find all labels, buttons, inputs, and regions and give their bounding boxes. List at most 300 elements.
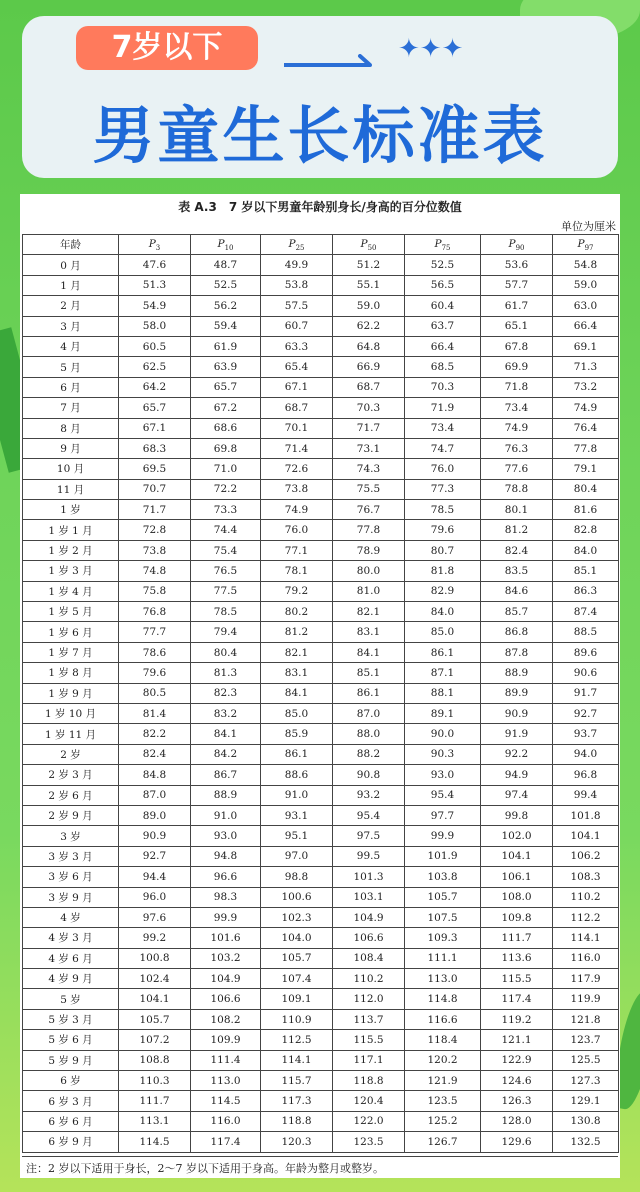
value-cell: 122.9 xyxy=(481,1050,553,1070)
value-cell: 104.9 xyxy=(191,969,261,989)
value-cell: 81.2 xyxy=(481,520,553,540)
age-cell: 0 月 xyxy=(23,255,119,275)
value-cell: 72.6 xyxy=(261,459,333,479)
age-cell: 10 月 xyxy=(23,459,119,479)
value-cell: 103.1 xyxy=(333,887,405,907)
value-cell: 71.4 xyxy=(261,438,333,458)
value-cell: 101.6 xyxy=(191,928,261,948)
value-cell: 105.7 xyxy=(119,1009,191,1029)
value-cell: 114.1 xyxy=(553,928,619,948)
value-cell: 71.8 xyxy=(481,377,553,397)
value-cell: 92.2 xyxy=(481,744,553,764)
table-row xyxy=(23,969,619,989)
value-cell: 117.1 xyxy=(333,1050,405,1070)
value-cell: 96.8 xyxy=(553,765,619,785)
value-cell: 55.1 xyxy=(333,275,405,295)
age-cell: 6 岁 9 月 xyxy=(23,1132,119,1152)
value-cell: 129.6 xyxy=(481,1132,553,1152)
value-cell: 92.7 xyxy=(553,703,619,723)
page-title: 男童生长标准表 xyxy=(92,99,548,172)
value-cell: 115.5 xyxy=(481,969,553,989)
value-cell: 70.3 xyxy=(405,377,481,397)
value-cell: 121.9 xyxy=(405,1071,481,1091)
value-cell: 71.0 xyxy=(191,459,261,479)
value-cell: 77.6 xyxy=(481,459,553,479)
age-cell: 6 岁 3 月 xyxy=(23,1091,119,1111)
age-cell: 3 岁 6 月 xyxy=(23,867,119,887)
value-cell: 74.9 xyxy=(481,418,553,438)
table-row xyxy=(23,642,619,662)
value-cell: 84.0 xyxy=(553,540,619,560)
value-cell: 117.9 xyxy=(553,969,619,989)
value-cell: 104.1 xyxy=(553,826,619,846)
value-cell: 86.1 xyxy=(261,744,333,764)
value-cell: 79.6 xyxy=(119,663,191,683)
age-cell: 1 月 xyxy=(23,275,119,295)
sparkle-icon: ✦✦✦ xyxy=(398,34,464,64)
value-cell: 84.6 xyxy=(481,581,553,601)
value-cell: 73.4 xyxy=(481,398,553,418)
value-cell: 74.8 xyxy=(119,561,191,581)
value-cell: 82.2 xyxy=(119,724,191,744)
age-cell: 1 岁 xyxy=(23,500,119,520)
value-cell: 75.8 xyxy=(119,581,191,601)
value-cell: 51.2 xyxy=(333,255,405,275)
age-cell: 5 岁 xyxy=(23,989,119,1009)
value-cell: 85.0 xyxy=(405,622,481,642)
table-row xyxy=(23,724,619,744)
value-cell: 94.4 xyxy=(119,867,191,887)
column-header-percentile: $P_{50}$ xyxy=(333,235,405,255)
table-row xyxy=(23,438,619,458)
age-cell: 5 岁 9 月 xyxy=(23,1050,119,1070)
value-cell: 77.1 xyxy=(261,540,333,560)
value-cell: 79.4 xyxy=(191,622,261,642)
table-row xyxy=(23,826,619,846)
value-cell: 54.9 xyxy=(119,296,191,316)
value-cell: 84.1 xyxy=(191,724,261,744)
value-cell: 107.2 xyxy=(119,1030,191,1050)
value-cell: 69.8 xyxy=(191,438,261,458)
table-row xyxy=(23,316,619,336)
value-cell: 104.1 xyxy=(481,846,553,866)
value-cell: 67.1 xyxy=(119,418,191,438)
age-cell: 2 岁 6 月 xyxy=(23,785,119,805)
value-cell: 101.3 xyxy=(333,867,405,887)
age-cell: 6 岁 xyxy=(23,1071,119,1091)
value-cell: 99.2 xyxy=(119,928,191,948)
table-row xyxy=(23,1050,619,1070)
value-cell: 59.4 xyxy=(191,316,261,336)
value-cell: 76.0 xyxy=(261,520,333,540)
value-cell: 92.7 xyxy=(119,846,191,866)
value-cell: 99.9 xyxy=(191,907,261,927)
value-cell: 95.4 xyxy=(405,785,481,805)
age-cell: 2 岁 xyxy=(23,744,119,764)
table-row xyxy=(23,602,619,622)
value-cell: 118.8 xyxy=(333,1071,405,1091)
value-cell: 106.2 xyxy=(553,846,619,866)
value-cell: 113.6 xyxy=(481,948,553,968)
value-cell: 113.0 xyxy=(191,1071,261,1091)
table-row xyxy=(23,663,619,683)
value-cell: 101.8 xyxy=(553,805,619,825)
value-cell: 120.4 xyxy=(333,1091,405,1111)
value-cell: 77.3 xyxy=(405,479,481,499)
table-row xyxy=(23,377,619,397)
value-cell: 60.5 xyxy=(119,336,191,356)
value-cell: 65.4 xyxy=(261,357,333,377)
value-cell: 97.4 xyxy=(481,785,553,805)
age-cell: 1 岁 4 月 xyxy=(23,581,119,601)
value-cell: 112.5 xyxy=(261,1030,333,1050)
value-cell: 95.1 xyxy=(261,826,333,846)
value-cell: 83.1 xyxy=(333,622,405,642)
value-cell: 111.1 xyxy=(405,948,481,968)
value-cell: 82.4 xyxy=(119,744,191,764)
age-cell: 1 岁 9 月 xyxy=(23,683,119,703)
value-cell: 115.7 xyxy=(261,1071,333,1091)
table-row xyxy=(23,296,619,316)
value-cell: 64.2 xyxy=(119,377,191,397)
value-cell: 86.7 xyxy=(191,765,261,785)
value-cell: 81.8 xyxy=(405,561,481,581)
column-header-percentile: $P_{75}$ xyxy=(405,235,481,255)
table-row xyxy=(23,703,619,723)
header-card xyxy=(22,16,618,178)
value-cell: 80.7 xyxy=(405,540,481,560)
value-cell: 65.1 xyxy=(481,316,553,336)
value-cell: 110.2 xyxy=(553,887,619,907)
age-cell: 3 岁 xyxy=(23,826,119,846)
value-cell: 113.7 xyxy=(333,1009,405,1029)
value-cell: 78.1 xyxy=(261,561,333,581)
value-cell: 86.1 xyxy=(405,642,481,662)
value-cell: 68.5 xyxy=(405,357,481,377)
value-cell: 125.5 xyxy=(553,1050,619,1070)
value-cell: 83.1 xyxy=(261,663,333,683)
value-cell: 82.4 xyxy=(481,540,553,560)
value-cell: 106.1 xyxy=(481,867,553,887)
value-cell: 90.9 xyxy=(119,826,191,846)
value-cell: 61.9 xyxy=(191,336,261,356)
value-cell: 97.0 xyxy=(261,846,333,866)
value-cell: 106.6 xyxy=(333,928,405,948)
value-cell: 77.8 xyxy=(553,438,619,458)
age-cell: 8 月 xyxy=(23,418,119,438)
value-cell: 85.7 xyxy=(481,602,553,622)
table-row xyxy=(23,398,619,418)
table-note: 注：2 岁以下适用于身长，2～7 岁以下适用于身高。年龄为整月或整岁。 xyxy=(26,1162,384,1175)
value-cell: 74.3 xyxy=(333,459,405,479)
value-cell: 65.7 xyxy=(119,398,191,418)
value-cell: 80.1 xyxy=(481,500,553,520)
value-cell: 73.4 xyxy=(405,418,481,438)
value-cell: 97.6 xyxy=(119,907,191,927)
value-cell: 128.0 xyxy=(481,1111,553,1131)
age-cell: 6 月 xyxy=(23,377,119,397)
value-cell: 60.7 xyxy=(261,316,333,336)
value-cell: 69.1 xyxy=(553,336,619,356)
value-cell: 80.0 xyxy=(333,561,405,581)
value-cell: 117.4 xyxy=(191,1132,261,1152)
value-cell: 86.8 xyxy=(481,622,553,642)
value-cell: 89.6 xyxy=(553,642,619,662)
value-cell: 104.9 xyxy=(333,907,405,927)
value-cell: 104.0 xyxy=(261,928,333,948)
value-cell: 75.4 xyxy=(191,540,261,560)
age-cell: 4 岁 3 月 xyxy=(23,928,119,948)
value-cell: 51.3 xyxy=(119,275,191,295)
table-row xyxy=(23,418,619,438)
value-cell: 106.6 xyxy=(191,989,261,1009)
value-cell: 48.7 xyxy=(191,255,261,275)
value-cell: 62.2 xyxy=(333,316,405,336)
value-cell: 71.7 xyxy=(119,500,191,520)
value-cell: 78.8 xyxy=(481,479,553,499)
value-cell: 68.7 xyxy=(333,377,405,397)
value-cell: 71.9 xyxy=(405,398,481,418)
value-cell: 94.8 xyxy=(191,846,261,866)
value-cell: 67.1 xyxy=(261,377,333,397)
value-cell: 64.8 xyxy=(333,336,405,356)
value-cell: 84.1 xyxy=(261,683,333,703)
value-cell: 76.4 xyxy=(553,418,619,438)
table-row xyxy=(23,1111,619,1131)
age-cell: 6 岁 6 月 xyxy=(23,1111,119,1131)
value-cell: 108.2 xyxy=(191,1009,261,1029)
column-header-age: 年龄 xyxy=(23,235,119,255)
column-header-percentile: $P_{10}$ xyxy=(191,235,261,255)
age-cell: 1 岁 5 月 xyxy=(23,602,119,622)
value-cell: 93.7 xyxy=(553,724,619,744)
value-cell: 88.9 xyxy=(191,785,261,805)
value-cell: 76.7 xyxy=(333,500,405,520)
value-cell: 89.0 xyxy=(119,805,191,825)
value-cell: 70.3 xyxy=(333,398,405,418)
value-cell: 68.7 xyxy=(261,398,333,418)
age-cell: 4 月 xyxy=(23,336,119,356)
value-cell: 80.4 xyxy=(553,479,619,499)
value-cell: 112.2 xyxy=(553,907,619,927)
value-cell: 82.1 xyxy=(261,642,333,662)
value-cell: 102.3 xyxy=(261,907,333,927)
age-tag: 7岁以下 xyxy=(76,26,258,70)
value-cell: 100.8 xyxy=(119,948,191,968)
age-cell: 1 岁 8 月 xyxy=(23,663,119,683)
value-cell: 119.9 xyxy=(553,989,619,1009)
value-cell: 78.9 xyxy=(333,540,405,560)
value-cell: 101.9 xyxy=(405,846,481,866)
value-cell: 110.2 xyxy=(333,969,405,989)
value-cell: 62.5 xyxy=(119,357,191,377)
table-row xyxy=(23,1132,619,1152)
value-cell: 126.3 xyxy=(481,1091,553,1111)
value-cell: 74.9 xyxy=(553,398,619,418)
value-cell: 81.2 xyxy=(261,622,333,642)
value-cell: 73.3 xyxy=(191,500,261,520)
value-cell: 112.0 xyxy=(333,989,405,1009)
value-cell: 91.9 xyxy=(481,724,553,744)
value-cell: 78.5 xyxy=(405,500,481,520)
value-cell: 118.8 xyxy=(261,1111,333,1131)
value-cell: 109.3 xyxy=(405,928,481,948)
value-cell: 96.6 xyxy=(191,867,261,887)
value-cell: 49.9 xyxy=(261,255,333,275)
value-cell: 53.8 xyxy=(261,275,333,295)
value-cell: 99.9 xyxy=(405,826,481,846)
value-cell: 67.2 xyxy=(191,398,261,418)
column-header-percentile: $P_{25}$ xyxy=(261,235,333,255)
column-header-percentile: $P_{90}$ xyxy=(481,235,553,255)
value-cell: 61.7 xyxy=(481,296,553,316)
age-cell: 5 月 xyxy=(23,357,119,377)
value-cell: 97.7 xyxy=(405,805,481,825)
table-row xyxy=(23,622,619,642)
age-cell: 1 岁 2 月 xyxy=(23,540,119,560)
value-cell: 110.9 xyxy=(261,1009,333,1029)
age-cell: 3 岁 3 月 xyxy=(23,846,119,866)
value-cell: 73.1 xyxy=(333,438,405,458)
table-row xyxy=(23,336,619,356)
value-cell: 132.5 xyxy=(553,1132,619,1152)
value-cell: 103.8 xyxy=(405,867,481,887)
age-cell: 1 岁 11 月 xyxy=(23,724,119,744)
value-cell: 86.3 xyxy=(553,581,619,601)
value-cell: 127.3 xyxy=(553,1071,619,1091)
value-cell: 102.0 xyxy=(481,826,553,846)
value-cell: 58.0 xyxy=(119,316,191,336)
value-cell: 91.0 xyxy=(261,785,333,805)
value-cell: 86.1 xyxy=(333,683,405,703)
age-cell: 2 岁 9 月 xyxy=(23,805,119,825)
value-cell: 117.4 xyxy=(481,989,553,1009)
age-cell: 11 月 xyxy=(23,479,119,499)
value-cell: 90.8 xyxy=(333,765,405,785)
value-cell: 93.0 xyxy=(191,826,261,846)
value-cell: 72.8 xyxy=(119,520,191,540)
value-cell: 123.5 xyxy=(333,1132,405,1152)
value-cell: 90.9 xyxy=(481,703,553,723)
value-cell: 88.1 xyxy=(405,683,481,703)
value-cell: 90.6 xyxy=(553,663,619,683)
value-cell: 114.1 xyxy=(261,1050,333,1070)
age-cell: 3 岁 9 月 xyxy=(23,887,119,907)
value-cell: 77.8 xyxy=(333,520,405,540)
value-cell: 125.2 xyxy=(405,1111,481,1131)
age-cell: 1 岁 3 月 xyxy=(23,561,119,581)
value-cell: 123.5 xyxy=(405,1091,481,1111)
age-cell: 4 岁 6 月 xyxy=(23,948,119,968)
value-cell: 91.7 xyxy=(553,683,619,703)
value-cell: 108.8 xyxy=(119,1050,191,1070)
value-cell: 109.9 xyxy=(191,1030,261,1050)
value-cell: 121.1 xyxy=(481,1030,553,1050)
value-cell: 95.4 xyxy=(333,805,405,825)
value-cell: 119.2 xyxy=(481,1009,553,1029)
age-cell: 4 岁 xyxy=(23,907,119,927)
value-cell: 56.2 xyxy=(191,296,261,316)
value-cell: 73.8 xyxy=(261,479,333,499)
age-cell: 1 岁 1 月 xyxy=(23,520,119,540)
value-cell: 79.1 xyxy=(553,459,619,479)
value-cell: 115.5 xyxy=(333,1030,405,1050)
value-cell: 93.1 xyxy=(261,805,333,825)
value-cell: 78.6 xyxy=(119,642,191,662)
value-cell: 85.0 xyxy=(261,703,333,723)
value-cell: 87.8 xyxy=(481,642,553,662)
value-cell: 84.8 xyxy=(119,765,191,785)
value-cell: 114.8 xyxy=(405,989,481,1009)
value-cell: 93.0 xyxy=(405,765,481,785)
value-cell: 100.6 xyxy=(261,887,333,907)
table-row xyxy=(23,275,619,295)
table-unit: 单位为厘米 xyxy=(561,220,616,233)
value-cell: 111.7 xyxy=(119,1091,191,1111)
value-cell: 90.0 xyxy=(405,724,481,744)
value-cell: 79.2 xyxy=(261,581,333,601)
value-cell: 72.2 xyxy=(191,479,261,499)
value-cell: 71.7 xyxy=(333,418,405,438)
table-row xyxy=(23,785,619,805)
value-cell: 83.5 xyxy=(481,561,553,581)
value-cell: 79.6 xyxy=(405,520,481,540)
column-header-percentile: $P_{97}$ xyxy=(553,235,619,255)
value-cell: 67.8 xyxy=(481,336,553,356)
value-cell: 83.2 xyxy=(191,703,261,723)
table-row xyxy=(23,479,619,499)
value-cell: 89.9 xyxy=(481,683,553,703)
age-cell: 4 岁 9 月 xyxy=(23,969,119,989)
value-cell: 99.8 xyxy=(481,805,553,825)
value-cell: 82.8 xyxy=(553,520,619,540)
table-body xyxy=(23,255,619,1152)
value-cell: 70.7 xyxy=(119,479,191,499)
value-cell: 71.3 xyxy=(553,357,619,377)
value-cell: 109.1 xyxy=(261,989,333,1009)
value-cell: 88.6 xyxy=(261,765,333,785)
value-cell: 90.3 xyxy=(405,744,481,764)
value-cell: 87.1 xyxy=(405,663,481,683)
value-cell: 108.4 xyxy=(333,948,405,968)
age-cell: 2 岁 3 月 xyxy=(23,765,119,785)
value-cell: 104.1 xyxy=(119,989,191,1009)
table-row xyxy=(23,500,619,520)
value-cell: 114.5 xyxy=(119,1132,191,1152)
growth-table xyxy=(22,234,619,1153)
value-cell: 107.4 xyxy=(261,969,333,989)
table-header-row xyxy=(23,235,619,255)
value-cell: 98.8 xyxy=(261,867,333,887)
value-cell: 82.3 xyxy=(191,683,261,703)
value-cell: 81.0 xyxy=(333,581,405,601)
value-cell: 88.9 xyxy=(481,663,553,683)
value-cell: 82.9 xyxy=(405,581,481,601)
value-cell: 60.4 xyxy=(405,296,481,316)
value-cell: 105.7 xyxy=(261,948,333,968)
value-cell: 78.5 xyxy=(191,602,261,622)
value-cell: 80.5 xyxy=(119,683,191,703)
value-cell: 96.0 xyxy=(119,887,191,907)
value-cell: 59.0 xyxy=(333,296,405,316)
value-cell: 129.1 xyxy=(553,1091,619,1111)
value-cell: 130.8 xyxy=(553,1111,619,1131)
value-cell: 110.3 xyxy=(119,1071,191,1091)
table-row xyxy=(23,765,619,785)
value-cell: 116.0 xyxy=(553,948,619,968)
value-cell: 84.1 xyxy=(333,642,405,662)
value-cell: 107.5 xyxy=(405,907,481,927)
